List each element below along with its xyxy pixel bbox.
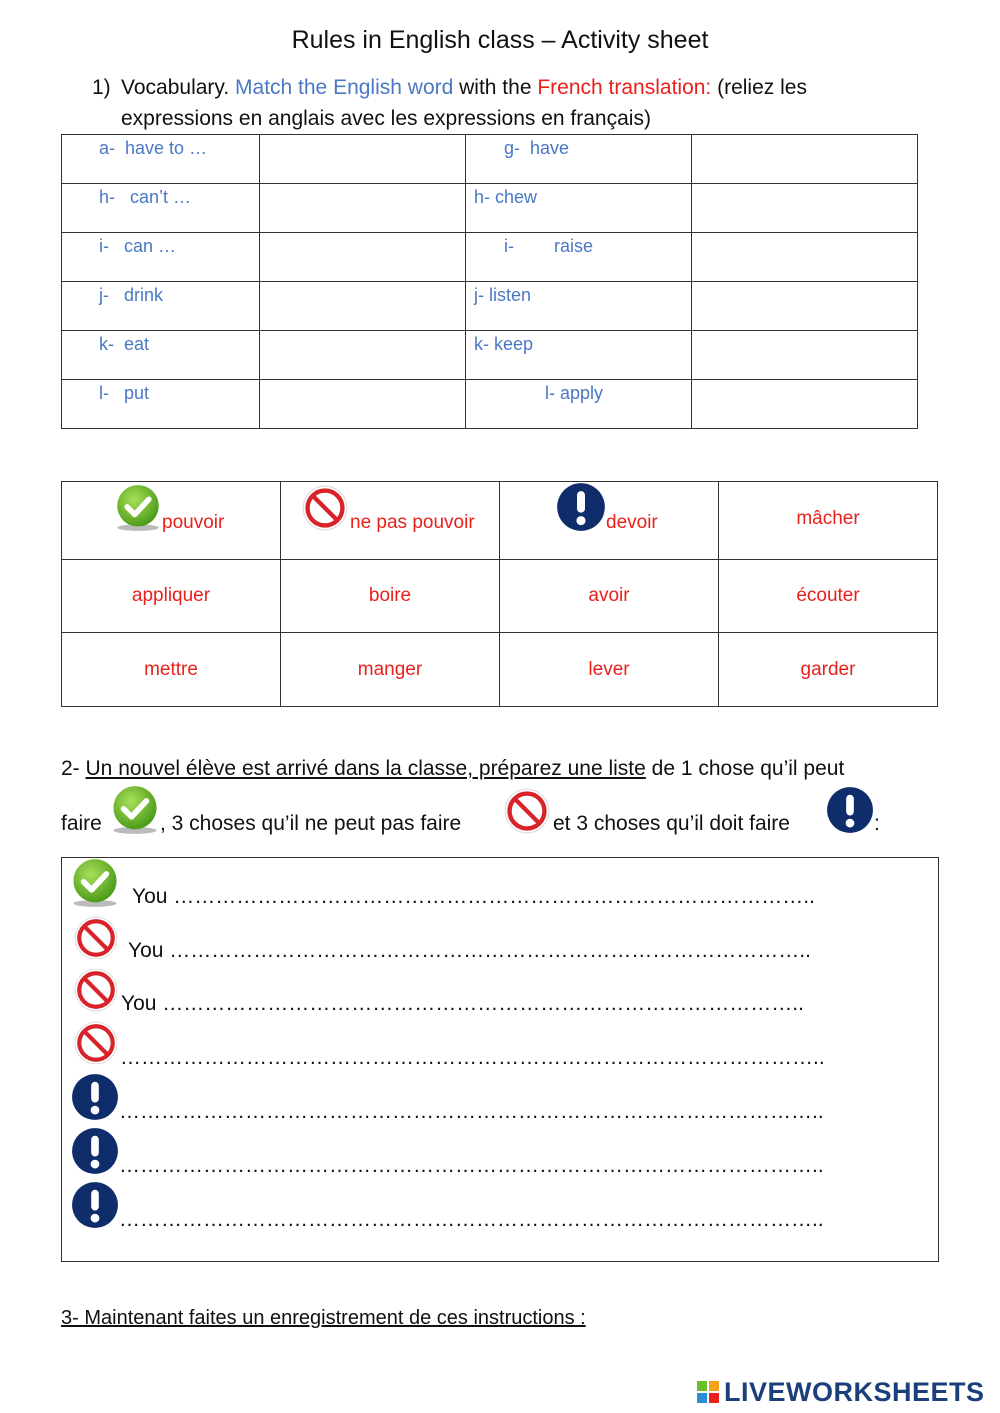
answer-line[interactable]: ……………………………………………………………………………………….. bbox=[119, 1208, 824, 1231]
section2-instructions bbox=[61, 757, 844, 781]
french-word-cell[interactable] bbox=[719, 482, 938, 560]
section1-with-text: with the bbox=[453, 76, 538, 99]
vocab-cell bbox=[466, 233, 692, 282]
page-title: Rules in English class – Activity sheet bbox=[291, 26, 709, 54]
french-word-cell[interactable]: avoir bbox=[500, 560, 719, 633]
french-word: devoir bbox=[606, 512, 658, 533]
vocab-cell bbox=[62, 331, 260, 380]
french-word-cell[interactable]: appliquer bbox=[62, 560, 281, 633]
vocab-answer-cell[interactable] bbox=[260, 184, 466, 233]
vocab-cell bbox=[62, 380, 260, 429]
section1-instructions bbox=[92, 72, 912, 134]
table-row bbox=[62, 135, 918, 184]
vocab-answer-cell[interactable] bbox=[692, 282, 918, 331]
vocab-word: i- raise bbox=[504, 236, 594, 256]
table-row bbox=[62, 233, 918, 282]
french-word-cell[interactable]: garder bbox=[719, 633, 938, 707]
forbidden-icon bbox=[503, 787, 551, 835]
section2-line1-rest: de 1 chose qu’il peut bbox=[645, 757, 845, 780]
french-word-cell[interactable]: écouter bbox=[719, 560, 938, 633]
vocab-table bbox=[61, 134, 918, 429]
vocab-word: j- drink bbox=[99, 285, 164, 305]
section1-number: 1) bbox=[92, 76, 111, 99]
table-row bbox=[62, 282, 918, 331]
table-row bbox=[62, 380, 918, 429]
section2-line2 bbox=[61, 812, 102, 836]
vocab-word: l- apply bbox=[545, 383, 604, 403]
vocab-answer-cell[interactable] bbox=[260, 135, 466, 184]
vocab-word: k- keep bbox=[474, 334, 534, 354]
section1-rest: (reliez les expressions en anglais avec les expressions en français) bbox=[121, 76, 807, 130]
table-row bbox=[62, 633, 938, 707]
french-word-cell[interactable]: manger bbox=[281, 633, 500, 707]
vocab-answer-cell[interactable] bbox=[692, 233, 918, 282]
forbidden-icon bbox=[301, 484, 349, 532]
vocab-answer-cell[interactable] bbox=[692, 331, 918, 380]
vocab-word: h- chew bbox=[474, 187, 538, 207]
vocab-cell bbox=[62, 233, 260, 282]
vocab-word: j- listen bbox=[474, 285, 532, 305]
forbidden-icon bbox=[73, 1020, 119, 1066]
french-table bbox=[61, 481, 938, 707]
section2-part2: , 3 choses qu’il ne peut pas faire bbox=[160, 812, 462, 835]
answer-line[interactable]: ……………………………………………………………………………………….. bbox=[120, 1046, 825, 1069]
french-word: pouvoir bbox=[162, 512, 225, 533]
vocab-cell bbox=[466, 331, 692, 380]
section2-faire: faire bbox=[61, 812, 102, 835]
vocab-cell bbox=[62, 135, 260, 184]
french-word-cell[interactable] bbox=[62, 482, 281, 560]
vocab-cell bbox=[466, 282, 692, 331]
section2-prefix: 2- bbox=[61, 757, 86, 780]
check-icon bbox=[110, 785, 160, 835]
french-word-cell[interactable] bbox=[281, 482, 500, 560]
section2-part3: et 3 choses qu’il doit faire bbox=[553, 812, 790, 835]
exclamation-icon bbox=[826, 786, 874, 834]
french-word-cell[interactable]: mettre bbox=[62, 633, 281, 707]
vocab-cell bbox=[466, 184, 692, 233]
vocab-answer-cell[interactable] bbox=[260, 331, 466, 380]
check-icon bbox=[114, 484, 162, 532]
liveworksheets-logo-icon bbox=[697, 1381, 719, 1403]
section2-underlined: Un nouvel élève est arrivé dans la classe, préparez une liste bbox=[85, 757, 646, 780]
vocab-word: i- can … bbox=[99, 236, 177, 256]
answer-line[interactable]: ……………………………………………………………………………………….. bbox=[119, 1154, 824, 1177]
vocab-word: a- have to … bbox=[99, 138, 208, 158]
vocab-word: g- have bbox=[504, 138, 570, 158]
french-word-cell[interactable]: lever bbox=[500, 633, 719, 707]
table-row bbox=[62, 184, 918, 233]
section1-match-text: Match the English word bbox=[235, 76, 454, 99]
section2-colon: : bbox=[874, 812, 880, 835]
vocab-answer-cell[interactable] bbox=[260, 282, 466, 331]
section1-french-text: French translation: bbox=[537, 76, 712, 99]
forbidden-icon bbox=[73, 915, 119, 961]
vocab-answer-cell[interactable] bbox=[260, 380, 466, 429]
answer-line[interactable]: You ……………………………………………………………………………….. bbox=[121, 992, 804, 1015]
answer-box bbox=[61, 857, 939, 1262]
vocab-answer-cell[interactable] bbox=[692, 184, 918, 233]
answer-line[interactable]: You ……………………………………………………………………………….. bbox=[128, 939, 811, 962]
section1-lead: Vocabulary. bbox=[121, 76, 236, 99]
exclamation-icon bbox=[71, 1127, 119, 1175]
french-word: mâcher bbox=[796, 508, 860, 529]
vocab-answer-cell[interactable] bbox=[692, 380, 918, 429]
exclamation-icon bbox=[71, 1181, 119, 1229]
check-icon bbox=[70, 858, 120, 908]
section3-instructions: 3- Maintenant faites un enregistrement de ces instructions : bbox=[61, 1307, 586, 1329]
table-row bbox=[62, 560, 938, 633]
table-row bbox=[62, 482, 938, 560]
exclamation-icon bbox=[71, 1073, 119, 1121]
vocab-answer-cell[interactable] bbox=[260, 233, 466, 282]
table-row bbox=[62, 331, 918, 380]
vocab-word: h- can’t … bbox=[99, 187, 192, 207]
french-word-cell[interactable]: boire bbox=[281, 560, 500, 633]
vocab-cell bbox=[62, 282, 260, 331]
vocab-cell bbox=[62, 184, 260, 233]
vocab-word: k- eat bbox=[99, 334, 150, 354]
answer-line[interactable]: You ……………………………………………………………………………….. bbox=[132, 885, 815, 908]
exclamation-icon bbox=[556, 482, 606, 532]
answer-line[interactable]: ……………………………………………………………………………………….. bbox=[119, 1100, 824, 1123]
vocab-answer-cell[interactable] bbox=[692, 135, 918, 184]
vocab-cell bbox=[466, 380, 692, 429]
french-word: ne pas pouvoir bbox=[350, 512, 475, 533]
french-word-cell[interactable] bbox=[500, 482, 719, 560]
vocab-word: l- put bbox=[99, 383, 150, 403]
forbidden-icon bbox=[73, 967, 119, 1013]
liveworksheets-logo-text: LIVEWORKSHEETS bbox=[724, 1377, 985, 1407]
vocab-cell bbox=[466, 135, 692, 184]
